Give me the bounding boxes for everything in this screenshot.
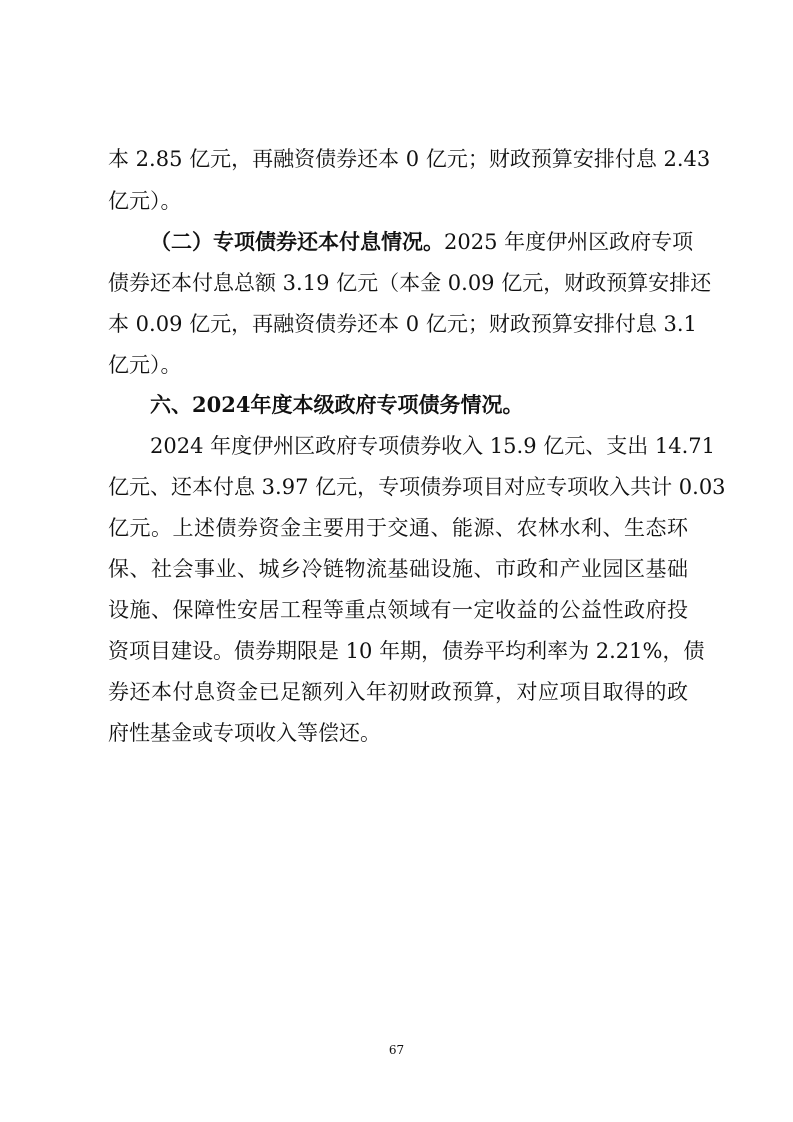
subsection-heading: （二）专项债券还本付息情况。 — [150, 229, 444, 254]
text-line: 资项目建设。债券期限是 10 年期，债券平均利率为 2.21%，债 — [108, 639, 705, 663]
page-number: 67 — [388, 1043, 405, 1057]
text-line: 保、社会事业、城乡冷链物流基础设施、市政和产业园区基础 — [108, 557, 688, 581]
text-line: 设施、保障性安居工程等重点领域有一定收益的公益性政府投 — [108, 598, 688, 622]
text-line: 券还本付息资金已足额列入年初财政预算，对应项目取得的政 — [108, 680, 688, 704]
text-line: 亿元、还本付息 3.97 亿元，专项债券项目对应专项收入共计 0.03 — [108, 475, 726, 499]
text-line: 亿元）。 — [108, 353, 182, 377]
text-line: 亿元）。 — [108, 189, 182, 213]
paragraph-heading-line — [150, 226, 694, 258]
text-line: 亿元。上述债券资金主要用于交通、能源、农林水利、生态环 — [108, 516, 688, 540]
text-line: 债券还本付息总额 3.19 亿元（本金 0.09 亿元，财政预算安排还 — [108, 271, 712, 295]
text-line: 府性基金或专项收入等偿还。 — [108, 721, 381, 745]
text-span: 2025 年度伊州区政府专项 — [444, 230, 694, 254]
text-line: 本 0.09 亿元，再融资债券还本 0 亿元；财政预算安排付息 3.1 — [108, 312, 697, 336]
text-line: 2024 年度伊州区政府专项债券收入 15.9 亿元、支出 14.71 — [150, 434, 716, 458]
text-line: 本 2.85 亿元，再融资债券还本 0 亿元；财政预算安排付息 2.43 — [108, 147, 711, 171]
section-heading: 六、2024年度本级政府专项债务情况。 — [150, 392, 524, 417]
